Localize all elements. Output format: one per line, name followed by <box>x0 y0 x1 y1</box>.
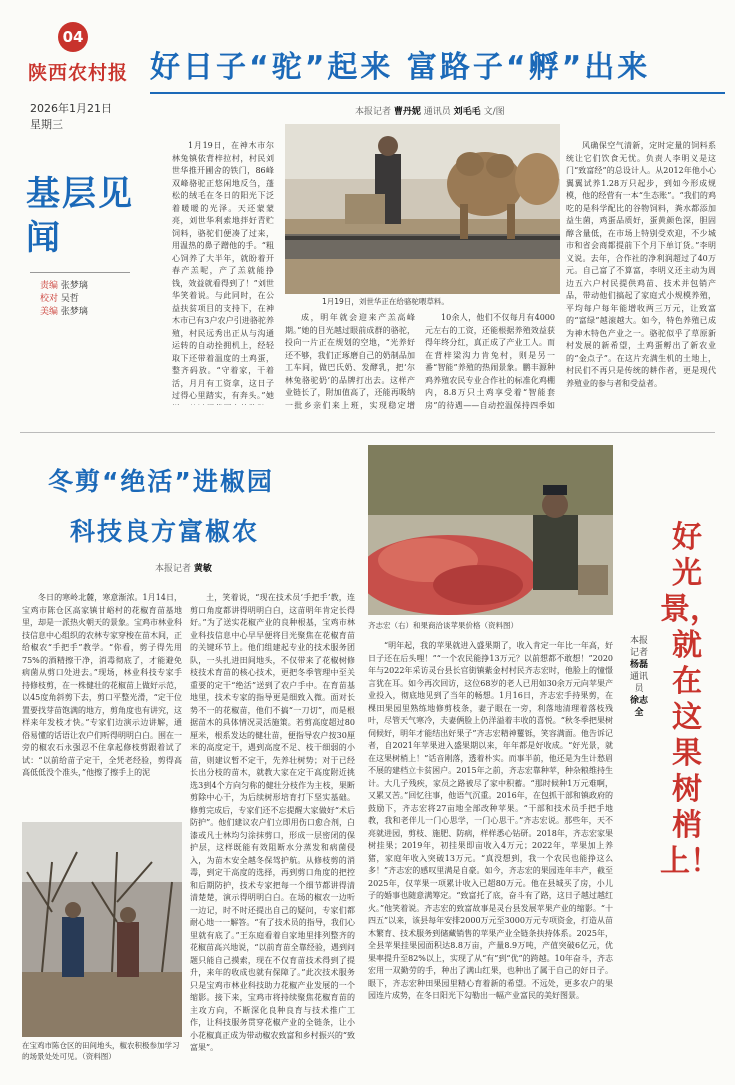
issue-weekday: 星期三 <box>30 118 63 131</box>
editor-credits: 责编 张梦璃 校对 吴哲 美编 张梦璃 <box>40 281 88 317</box>
article1-column-2: 成，明年就会迎来产羔高峰期。”她的目光越过眼前成群的骆驼，投向一片正在规划的空地，“光养好还不够，我们正琢磨自己的奶制品加工车间，做巴氏奶、发酵乳，把‘尔林兔骆驼奶’的品牌打出去。这样产业链长了，附加值高了，还能再吸纳一批乡亲们来上班，实现稳定增 <box>285 313 415 410</box>
apple-farmer-photo <box>368 445 613 615</box>
paper-name-logo: 陕西农村报 <box>28 62 129 84</box>
article2-column-2: 土，笑着说，“现在技术员‘手把手’教，连剪口角度都讲得明明白白，这苗明年肯定长得好。”为了送实花椒产业的良种根基，宝鸡市林业科技信息中心早早便将目光聚焦在花椒育苗的关键环节上。他们组建起专业的技术服务团队，一头扎进田间地头，不仅带来了花椒树修枝技术育苗的核心技术，更把冬季管理中至关重要的定干“绝活”送到了农户手中。在育苗基地里，技术专家的指导更是细致入微。面对长势不一的花椒苗，他们不搞“一刀切”，而是根据苗木的具体情况灵活施策。若剪高度超过80厘米，根系发达的健壮苗，便指导农户按30厘米的高度定干，遇到高度不足、枝干细弱的小苗，则建议暂不定干，先养壮树势；对于已经长出分枝的苗木，就教大家在定干高度附近挑选3到4个方向匀称的健壮分枝作为主枝，果断剪除中心干，为后续树形培育打下坚实基础。修剪完成后，专家们还不忘提醒大家做好“术后防护”。他们建议农户们立即用伤口愈合剂，白漆或凡士林均匀涂抹剪口，形成一层密闭的保护层，这样既能有效阻断水分蒸发和病菌侵入，为苗木安全越冬保驾护航。从修枝剪的消毒，到定干高度的选择，再到剪口角度的把控和后期防护，技术专家把每一个细节都讲得清清楚楚，演示得明明白白。在场的椒农一边听一边记，时不时还提出自己的疑问，专家们都耐心地一一解答。“有了技术员的指导，我们心里就有底了。”王东庭看着自家地里排列整齐的花椒苗高兴地说，“以前育苗全靠经验，遇到问题只能自己摸索，现在不仅育苗技术得到了提升，来年的收成也就有保障了。”此次技术服务只是宝鸡市林业科技助力花椒产业发展的一个缩影。接下来，宝鸡市将持续聚焦花椒育苗的主攻方向，不断深化良种良育与技术推广工作，让科技服务贯穿花椒产业的全链条，让小小花椒真正成为带动椒农致富和乡村振兴的“致富果”。 <box>190 593 355 1052</box>
article1-byline: 本报记者 曹丹妮 通讯员 刘毛毛 文/图 <box>355 107 505 117</box>
headline-rule <box>150 92 725 94</box>
section-divider <box>20 432 715 433</box>
article2-headline-line2: 科技良方富椒农 <box>70 517 260 546</box>
camel-photo <box>285 124 560 294</box>
orchard-pruning-photo <box>22 822 182 1037</box>
page-number: 04 <box>58 22 88 52</box>
article2-byline: 本报记者 黄敏 <box>155 564 212 574</box>
issue-date: 2026年1月21日 <box>30 102 112 115</box>
article2-column-1: 冬日的寒岭北麓，寒意渐浓。1月14日，宝鸡市陈仓区高家镇甘峪村的花椒育苗基地里，却是一派热火朝天的景象。宝鸡市林业科技信息中心组织的农林专家穿梭在苗木间，正给椒农“手把手”教学。“你看，剪子得先用75%的酒精擦干净，消毒彻底了，才能避免病菌从剪口处进去。”现场，林业科技专家手持修枝剪，在一株健壮的花椒苗上做好示范，以45度角斜剪下去，剪口平整光滑，“定干位置要找芽苗饱满的地方，剪角度也有讲究，这样来年发枝才快。”专家们边演示边讲解，通俗易懂的话语让农户们听得明明白白。围在一旁的椒农石永强忍不住拿起修枝剪跟着试了试：“以前给苗子定干，全凭老经验，剪得高高低低没个准头，”他擦了擦手上的泥 <box>22 593 182 777</box>
apple-photo-caption: 齐志宏（右）和果商洽谈苹果价格（资料图） <box>368 621 518 630</box>
column-divider <box>30 272 130 273</box>
article3-vertical-headline: 好光景，就在这果树梢上！ <box>660 520 720 879</box>
article1-column-1: 1月19日，在神木市尔林兔镇依背梓拉村，村民刘世华推开圃舍的铁门，86峰双峰骆驼正悠闲地反刍，蓬松的绒毛在冬日的阳光下泛着暖暖的光泽。天还蒙蒙亮，刘世华利索地拌好青贮饲料，骆驼们便凑了过来，用温热的鼻子蹭他的手。“粗心饲养了大半年，就盼着开春产羔呢，产了羔就能挣钱，效益就看得到了！”刘世华笑着说。与此同时，在公益扶贫项目的支持下，在神木市已有3户农户引进骆驼养殖，村民远秀出正从与沟通运转的自动拴拥机上，经轻取下还带着温度的土鸡蛋，整齐码放。“守着家，干着活，月月有工资拿，这日子过得心里踏实，有奔头。”她 <box>172 141 274 400</box>
main-headline: 好日子“驼”起来 富路子“孵”出来 <box>150 50 651 85</box>
camel-photo-caption: 1月19日，刘世华正在给骆驼喂草料。 <box>322 297 449 306</box>
orchard-photo-caption: 在宝鸡市陈仓区的田间地头，椒农积极参加学习的场景处处可见。（资料图） <box>22 1041 180 1061</box>
article3-body: “明年起，我的苹果就进入盛果期了，收入肯定一年比一年高，好日子还在后头哩！”“一个农民能挣13万元？以前想都不敢想！”2020年与2022年采访灵台县长官街镇紫金村村民齐志宏时，他脸上的憧憬言犹在耳。如今再次回访，这位68岁的老人已用如30余万元向苹果产业投入，彻底地见到了当年的畅想。1月16日，齐志宏手持果剪，在棵田果园里熟练地修剪枝条，妻子眼在一旁，利落地清理着落枝残叶，尽管天气寒冷，夫妻俩脸上仍洋溢着丰收的喜悦。“秋冬季把果树伺候好，明年才能结出好果子”齐志宏精神矍铄，笑容满面。他告诉记者，自2021年苹果进入盛果期以来，年年都是好收成。“好光景，就在这果树梢上！”话音刚落，透着朴实。而事半前，他还是为生计愁眉不展的建档立卡贫困户。2015年之前，齐志宏靠种苹，种杂粮维持生计。大几子残疾，家员之路被尽了家中积蓄。“那时候种1万元难啊，又累又苦。”回忆往事，他语气沉重。2016年，在包抓干部和镇政府的鼓励下，齐志宏将27亩地全部改种苹果。“干部和技术员手把手地教，我和老伴儿一门心思学，一门心思干。”齐志宏说。那些年，天不亮就进园，剪枝、施肥、防病，样样悉心钻研。2018年，齐志宏家果树挂果；2019年，初挂果即亩收入4万元；2022年，苹果加上养猪，家庭年收入突破13万元。“真没想到，我一个农民也能挣这么多！”齐志宏的感叹里满是自豪。如今，齐志宏的果园连年丰产，截至2025年，仅苹果一项累计收入已超80万元。他在县城买了房，小儿子的婚事也随意满筹定。“致富托了底，奋斗有了路，这日子越过越红火。”他笑着说。齐志宏的致富故事是灵台县发展苹果产业的缩影。“十四五”以来，该县每年安排2000万元至3000万元专项资金，打造从苗木繁育、技术服务到储藏销售的苹果产业全链条扶持体系。2025年，全县苹果挂果园面积达8.8万亩，产量8.9万吨，产值突破6亿元，优果率提升至82%以上，实现了从“有”到“优”的跨越。10年奋斗，齐志宏用一双勤劳的手，种出了满山红果，也种出了属于自己的好日子。眼下，齐志宏种田果园里精心育着新的希望。不远处，更多农户的果园连片成势，在冬日阳光下勾勒出一幅产业富民的美好图景。 <box>368 641 613 1000</box>
article2-headline-line1: 冬剪“绝活”进椒园 <box>48 467 274 496</box>
article3-byline: 本报记者 杨磊 通讯员 徐志全 <box>630 636 649 718</box>
column-title: 基层见闻 <box>26 174 134 258</box>
article1-column-3: 10余人，他们不仅每月有4000元左右的工资，还能根据养殖效益获得年终分红，真正成了产业工人。而在背梓梁沟力肯兔村，则是另一番“智能”养殖的热闹景象。鹏丰源种鸡养殖农民专业合作社的标准化鸡棚内，8.8万只土鸡享受着“智能套房”的待遇——自动控温保持四季如 <box>425 313 555 410</box>
article1-column-4: 风确保空气清新，定时定量的饲料系统让它们饮食无忧。负责人李明义是这门“致富经”的总设计人。从2012年他小心翼翼试养1.28万只起步，到如今形成规模，他的经营有一本“生态账”。“我们的鸡吃的是科学配比的谷物饲料，粪水都添加益生菌，鸡蛋品质好，蛋黄颜色深，胆固醇含量低，在市场上特别受欢迎，不少城市和省会商都提前下个月下单订货。”李明义说。去年，合作社的净利润超过了40万元。自己富了不算富，李明义还主动为周边五六户村民提供鸡苗、技术并包销产品，带动他们搞起了家庭式小规模养殖，平均每户每年能增收两三万元，让致富的“富绿”越滚越大。如今，特色养殖已成为神木特色产业之一。骆驼似乎了草原新村发展的新希望，土鸡蛋孵出了新农业的“金点子”。在这片充满生机的土地上，村民们不再只是传统的耕作者，更是现代养殖业的参与者和受益者。 <box>566 141 716 388</box>
